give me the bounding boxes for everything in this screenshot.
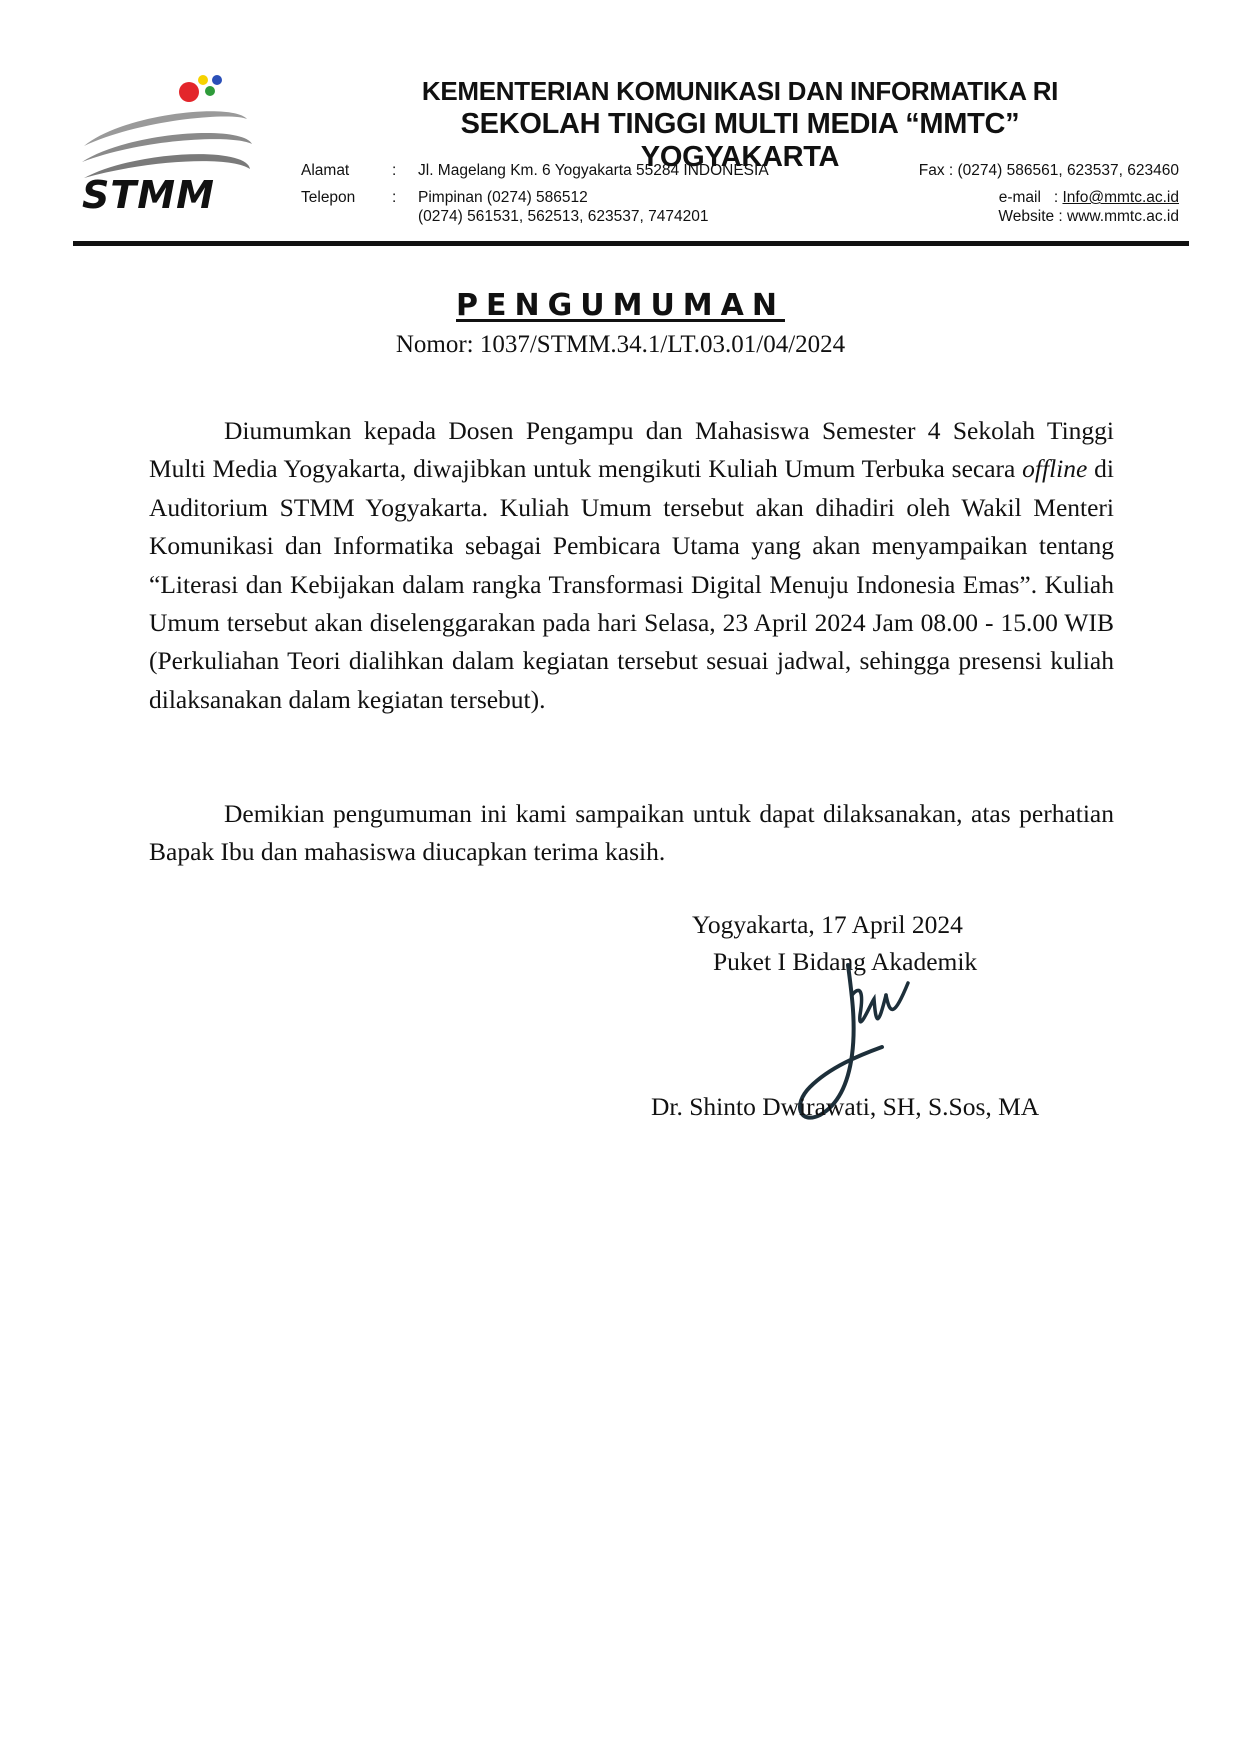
institution-name: SEKOLAH TINGGI MULTI MEDIA “MMTC” YOGYAKARTA <box>460 108 1020 173</box>
email-label: e-mail <box>998 189 1041 206</box>
signature-role: Puket I Bidang Akademik <box>713 947 978 976</box>
website-info: Website : www.mmtc.ac.id <box>998 208 1179 225</box>
announcement-title-text: PENGUMUMAN <box>456 288 785 323</box>
signature-place-date: Yogyakarta, 17 April 2024 <box>692 910 963 939</box>
phone-colon: : <box>392 189 397 206</box>
logo-dot-green <box>205 86 215 96</box>
fax-info: Fax : (0274) 586561, 623537, 623460 <box>918 162 1179 179</box>
paragraph-1-part-1: Diumumkan kepada Dosen Pengampu dan Mahasiswa Semester 4 Sekolah Tinggi Multi Media Yogyakarta, diwajibkan untuk mengikuti Kuliah Umum Terbuka secara <box>149 416 1114 484</box>
announcement-number: Nomor: 1037/STMM.34.1/LT.03.01/04/2024 <box>395 331 846 358</box>
phone-value-2: (0274) 561531, 562513, 623537, 7474201 <box>418 208 709 225</box>
logo-dot-blue <box>212 75 222 85</box>
address-colon: : <box>392 162 397 179</box>
ministry-name: KEMENTERIAN KOMUNIKASI DAN INFORMATIKA RI <box>421 76 1059 106</box>
email-info <box>999 189 1179 207</box>
paragraph-1-italic: offline <box>1022 454 1088 484</box>
email-colon: : <box>1053 189 1059 206</box>
address-value: Jl. Magelang Km. 6 Yogyakarta 55284 INDONESIA <box>418 162 769 179</box>
email-link[interactable]: Info@mmtc.ac.id <box>1062 189 1179 206</box>
stmm-logo <box>82 74 282 214</box>
logo-text: STMM <box>82 173 215 214</box>
announcement-paragraph-1 <box>149 412 1114 719</box>
announcement-title <box>0 288 1241 323</box>
paragraph-1-part-2: di Auditorium STMM Yogyakarta. Kuliah Umum tersebut akan dihadiri oleh Wakil Menteri Komunikasi dan Informatika sebagai Pembicara Utama yang akan menyampaikan tentang “Literasi dan Kebijakan dalam rangka Transformasi Digital Menuju Indonesia Emas”. Kuliah Umum tersebut akan diselenggarakan pada hari Selasa, 23 April 2024 Jam 08.00 - 15.00 WIB (Perkuliahan Teori dialihkan dalam kegiatan tersebut sesuai jadwal, sehingga presensi kuliah dilaksanakan dalam kegiatan tersebut). <box>149 454 1114 714</box>
announcement-paragraph-2: Demikian pengumuman ini kami sampaikan untuk dapat dilaksanakan, atas perhatian Bapak Ibu dan mahasiswa diucapkan terima kasih. <box>149 799 1114 867</box>
logo-dot-yellow <box>198 75 208 85</box>
letterhead-divider <box>73 241 1189 246</box>
phone-value-1: Pimpinan (0274) 586512 <box>418 189 588 206</box>
address-label: Alamat <box>301 162 350 179</box>
logo-dot-red <box>179 82 199 102</box>
phone-label: Telepon <box>301 189 356 206</box>
signatory-name: Dr. Shinto Dwirawati, SH, S.Sos, MA <box>651 1092 1040 1121</box>
